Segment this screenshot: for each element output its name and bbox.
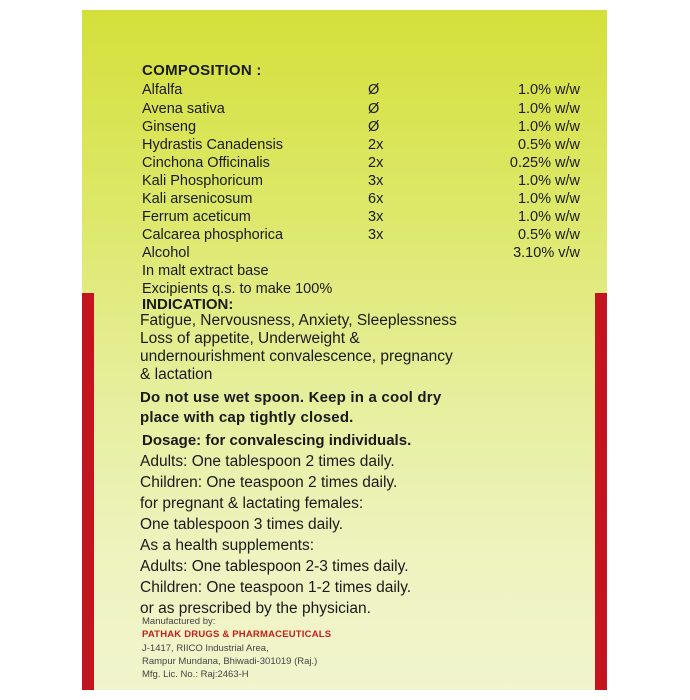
composition-row: Hydrastis Canadensis 2x 0.5% w/w [142,137,580,153]
composition-row: Kali arsenicosum 6x 1.0% w/w [142,191,580,207]
composition-row: Alfalfa Ø 1.0% w/w [142,82,580,98]
label-panel [82,10,607,690]
storage-warning: Do not use wet spoon. Keep in a cool dry [140,389,442,406]
manufacturer-company: PATHAK DRUGS & PHARMACEUTICALS [142,629,332,640]
right-red-stripe [595,293,607,690]
dosage-line: for pregnant & lactating females: [140,495,364,512]
manufacturer-address: J-1417, RIICO Industrial Area, [142,643,269,654]
dosage-line: Adults: One tablespoon 2-3 times daily. [140,558,409,575]
dosage-line: or as prescribed by the physician. [140,600,371,617]
dosage-line: Children: One teaspoon 2 times daily. [140,474,398,491]
composition-row: Kali Phosphoricum 3x 1.0% w/w [142,173,580,189]
manufacturing-license: Mfg. Lic. No.: Raj:2463-H [142,669,249,680]
dosage-line: Children: One teaspoon 1-2 times daily. [140,579,412,596]
composition-note: Excipients q.s. to make 100% [142,281,333,297]
composition-row: Alcohol 3.10% v/w [142,245,580,261]
composition-row: Ginseng Ø 1.0% w/w [142,119,580,135]
composition-row: Calcarea phosphorica 3x 0.5% w/w [142,227,580,243]
indication-title: INDICATION: [142,296,234,313]
storage-warning: place with cap tightly closed. [140,409,354,426]
indication-line: Loss of appetite, Underweight & [140,330,360,347]
manufacturer-address: Rampur Mundana, Bhiwadi-301019 (Raj.) [142,656,318,667]
dosage-line: As a health supplements: [140,537,315,554]
composition-row: Cinchona Officinalis 2x 0.25% w/w [142,155,580,171]
dosage-line: One tablespoon 3 times daily. [140,516,344,533]
manufacturer-label: Manufactured by: [142,616,216,627]
dosage-title: Dosage: for convalescing individuals. [142,432,412,449]
composition-row: Avena sativa Ø 1.0% w/w [142,101,580,117]
dosage-line: Adults: One tablespoon 2 times daily. [140,453,395,470]
indication-line: & lactation [140,366,213,383]
indication-line: undernourishment convalescence, pregnancy [140,348,453,365]
indication-line: Fatigue, Nervousness, Anxiety, Sleeplessness [140,312,457,329]
composition-title: COMPOSITION : [142,62,262,79]
left-red-stripe [82,293,94,690]
composition-note: In malt extract base [142,263,269,279]
composition-row: Ferrum aceticum 3x 1.0% w/w [142,209,580,225]
